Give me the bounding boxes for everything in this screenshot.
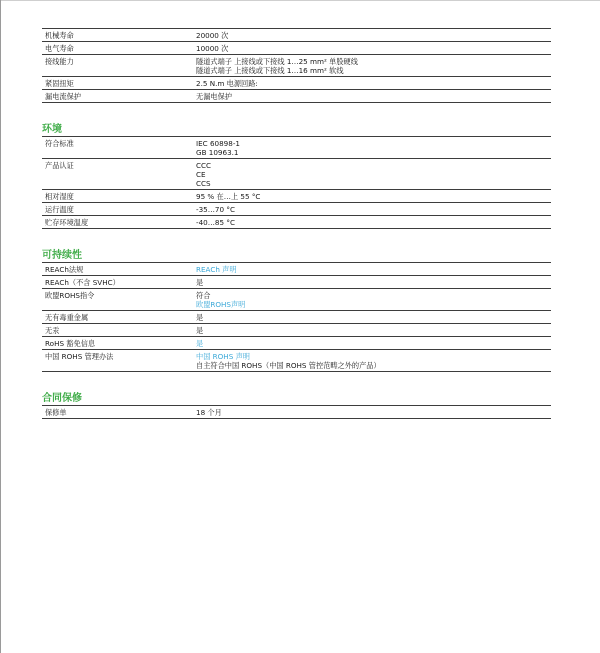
value-line: 符合 [196, 290, 211, 300]
table-technical [42, 29, 551, 103]
value-line: 是 [196, 312, 204, 322]
row-value [196, 159, 551, 189]
table-row [42, 289, 551, 311]
value-line: CCS [196, 178, 211, 188]
row-label: 接线能力 [45, 56, 74, 66]
section-environment [42, 123, 551, 229]
table-row [42, 203, 551, 216]
table-row [42, 276, 551, 289]
value-line: 18 个月 [196, 407, 222, 417]
value-line: 是 [196, 277, 204, 287]
value-line: -35…70 °C [196, 204, 235, 214]
row-label: 产品认证 [45, 160, 74, 170]
row-value [196, 263, 551, 275]
table-row [42, 216, 551, 229]
table-row [42, 42, 551, 55]
row-value [196, 337, 551, 349]
table-row [42, 137, 551, 159]
value-line: 自主符合中国 ROHS（中国 ROHS 管控范畴之外的产品） [196, 360, 381, 370]
row-value [196, 90, 551, 102]
document-link[interactable]: 欧盟ROHS声明 [196, 299, 246, 309]
row-label: 机械寿命 [45, 30, 74, 40]
value-line: IEC 60898-1 [196, 138, 240, 148]
row-label: REACh（不含 SVHC） [45, 277, 120, 287]
row-value [196, 190, 551, 202]
row-label: 无汞 [45, 325, 60, 335]
section-sustainability [42, 249, 551, 372]
row-value [196, 137, 551, 158]
row-label: 无有毒重金属 [45, 312, 89, 322]
document-link[interactable]: 是 [196, 338, 204, 348]
row-label: 电气寿命 [45, 43, 74, 53]
table-row [42, 406, 551, 419]
row-value [196, 276, 551, 288]
table-row [42, 29, 551, 42]
value-line: 2.5 N.m 电源回路: [196, 78, 258, 88]
row-label: 贮存环境温度 [45, 217, 89, 227]
row-value [196, 406, 551, 418]
value-line: 20000 次 [196, 30, 229, 40]
row-value [196, 289, 551, 310]
section-technical [42, 28, 551, 103]
table-row [42, 324, 551, 337]
row-label: 相对湿度 [45, 191, 74, 201]
row-value [196, 324, 551, 336]
value-line: -40…85 °C [196, 217, 235, 227]
row-value [196, 311, 551, 323]
value-line: 隧道式端子 上接线或下接线 1…16 mm² 软线 [196, 65, 344, 75]
table-row [42, 77, 551, 90]
row-label: 运行温度 [45, 204, 74, 214]
table-environment [42, 137, 551, 229]
page-left-edge [0, 0, 1, 653]
row-value [196, 350, 551, 371]
row-value [196, 42, 551, 54]
table-row [42, 90, 551, 103]
row-label: 紧固扭矩 [45, 78, 74, 88]
value-line: 95 % 在…上 55 °C [196, 191, 261, 201]
value-line: 隧道式端子 上接线或下接线 1…25 mm² 单股硬线 [196, 56, 358, 66]
row-label: RoHS 豁免信息 [45, 338, 96, 348]
value-line: GB 10963.1 [196, 147, 239, 157]
row-label: 欧盟ROHS指令 [45, 290, 95, 300]
row-label: 符合标准 [45, 138, 74, 148]
table-row [42, 311, 551, 324]
value-line: 10000 次 [196, 43, 229, 53]
table-row [42, 350, 551, 372]
value-line: CCC [196, 160, 212, 170]
section-title-warranty: 合同保修 [42, 392, 551, 406]
table-sustainability [42, 263, 551, 372]
row-label: 中国 ROHS 管理办法 [45, 351, 114, 361]
row-label: 漏电流保护 [45, 91, 81, 101]
row-value [196, 29, 551, 41]
row-value [196, 77, 551, 89]
value-line: 无漏电保护 [196, 91, 232, 101]
page-top-edge [0, 0, 600, 1]
table-row [42, 190, 551, 203]
section-warranty [42, 392, 551, 419]
document-link[interactable]: REACh 声明 [196, 264, 237, 274]
document-body [42, 28, 551, 419]
table-row [42, 55, 551, 77]
row-value [196, 55, 551, 76]
section-title-sustainability: 可持续性 [42, 249, 551, 263]
row-label: 保修单 [45, 407, 67, 417]
value-line: 是 [196, 325, 204, 335]
document-link[interactable]: 中国 ROHS 声明 [196, 351, 250, 361]
table-row [42, 337, 551, 350]
row-value [196, 203, 551, 215]
section-title-environment: 环境 [42, 123, 551, 137]
table-warranty [42, 406, 551, 419]
row-value [196, 216, 551, 228]
value-line: CE [196, 169, 206, 179]
table-row [42, 159, 551, 190]
table-row [42, 263, 551, 276]
row-label: REACh法规 [45, 264, 84, 274]
